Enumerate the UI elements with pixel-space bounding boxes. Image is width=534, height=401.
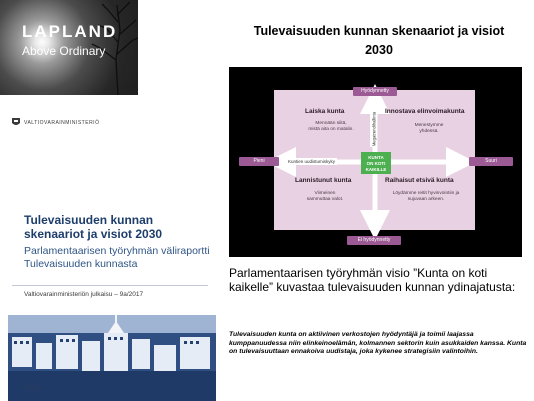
center-line2: ON KOTI xyxy=(366,161,386,166)
quadrant-bottom-right-title: Raihaisut etsivä kunta xyxy=(385,177,454,184)
quadrant-top-right-title: Innostava elinvoimakunta xyxy=(385,108,465,115)
page-title-line1: Tulevaisuuden kunnan skenaariot ja visiot xyxy=(253,24,505,38)
quadrant-top-left-text2: mistä aita on matalin. xyxy=(308,127,354,132)
cover-publication: Valtiovarainministeriön julkaisu – 9a/2017 xyxy=(24,291,144,298)
quadrant-top-left-text xyxy=(291,121,371,133)
quadrant-bottom-left-text1: Viimeinen xyxy=(314,191,336,196)
cover-subtitle-line2: Tulevaisuuden kunnasta xyxy=(24,258,138,270)
quadrant-bottom-right-text xyxy=(381,191,471,203)
quadrant-bottom-right-text2: sujuvaan arkeen. xyxy=(407,197,445,202)
cover-divider xyxy=(12,285,208,286)
axis-top-label: Hyödynnetty xyxy=(353,87,397,96)
axis-left-label: Pieni xyxy=(239,157,279,166)
vertical-axis-tag-text: Megatrendihallinta xyxy=(371,111,376,147)
quadrant-top-left-title: Laiska kunta xyxy=(305,108,345,115)
quadrant-bottom-left-text2: sammuttaa valot. xyxy=(306,197,344,202)
cover-title xyxy=(24,213,214,241)
quadrant-bottom-left-text xyxy=(285,191,365,203)
quadrant-bottom-right-text1: Löydämme reitit hyvinvointiin ja xyxy=(392,191,460,196)
banner-subtitle: Above Ordinary xyxy=(22,44,106,58)
cover-subtitle xyxy=(24,245,214,271)
cover-title-line2: skenaariot ja visiot 2030 xyxy=(24,227,163,241)
axis-right-label: Suuri xyxy=(469,157,513,166)
ministry-name: VALTIOVARAINMINISTERIÖ xyxy=(24,120,100,126)
quadrant-top-right-text1: Menestymme xyxy=(414,123,444,128)
banner-title: LAPLAND xyxy=(22,22,118,41)
report-cover xyxy=(0,95,220,401)
center-box xyxy=(361,152,391,174)
axis-bottom-label: Ei hyödynnetty xyxy=(347,236,401,245)
page-title xyxy=(228,22,530,60)
quadrant-top-right-text xyxy=(389,123,469,135)
cover-title-line1: Tulevaisuuden kunnan xyxy=(24,213,154,227)
lion-crest-icon xyxy=(12,118,20,127)
quadrant-bottom-left-title: Lannistunut kunta xyxy=(295,177,352,184)
horizontal-axis-tag: Kuntien uudistumiskyky xyxy=(288,159,336,164)
quadrant-top-left-text1: Mennään siitä, xyxy=(315,121,347,126)
center-line1: KUNTA xyxy=(368,155,384,160)
center-line3: KAIKILLE xyxy=(365,167,387,172)
description-lead: Parlamentaarisen työryhmän visio ”Kunta on koti kaikelle” kuvastaa tulevaisuuden kunnan ydinajatusta: xyxy=(229,266,516,294)
cover-footer: Kunta xyxy=(24,385,40,391)
scenario-diagram xyxy=(229,67,522,257)
description-body: Tulevaisuuden kunta on aktiivinen verkostojen hyödyntäjä ja toimii laajassa kumppanuudessa niin elinkeinoelämän, kolmannen sektorin kuin asukkaiden kanssa. Kunta on tulevaisuuttaan ennakoiva uudistaja, joka kykenee strategisiin valintoihin. xyxy=(229,331,527,355)
lapland-banner xyxy=(0,0,138,95)
page-title-line2: 2030 xyxy=(365,43,393,57)
quadrant-top-right-text2: yhdessä. xyxy=(419,129,439,134)
cover-subtitle-line1: Parlamentaarisen työryhmän väliraportti xyxy=(24,245,210,257)
vertical-axis-tag xyxy=(370,111,377,147)
